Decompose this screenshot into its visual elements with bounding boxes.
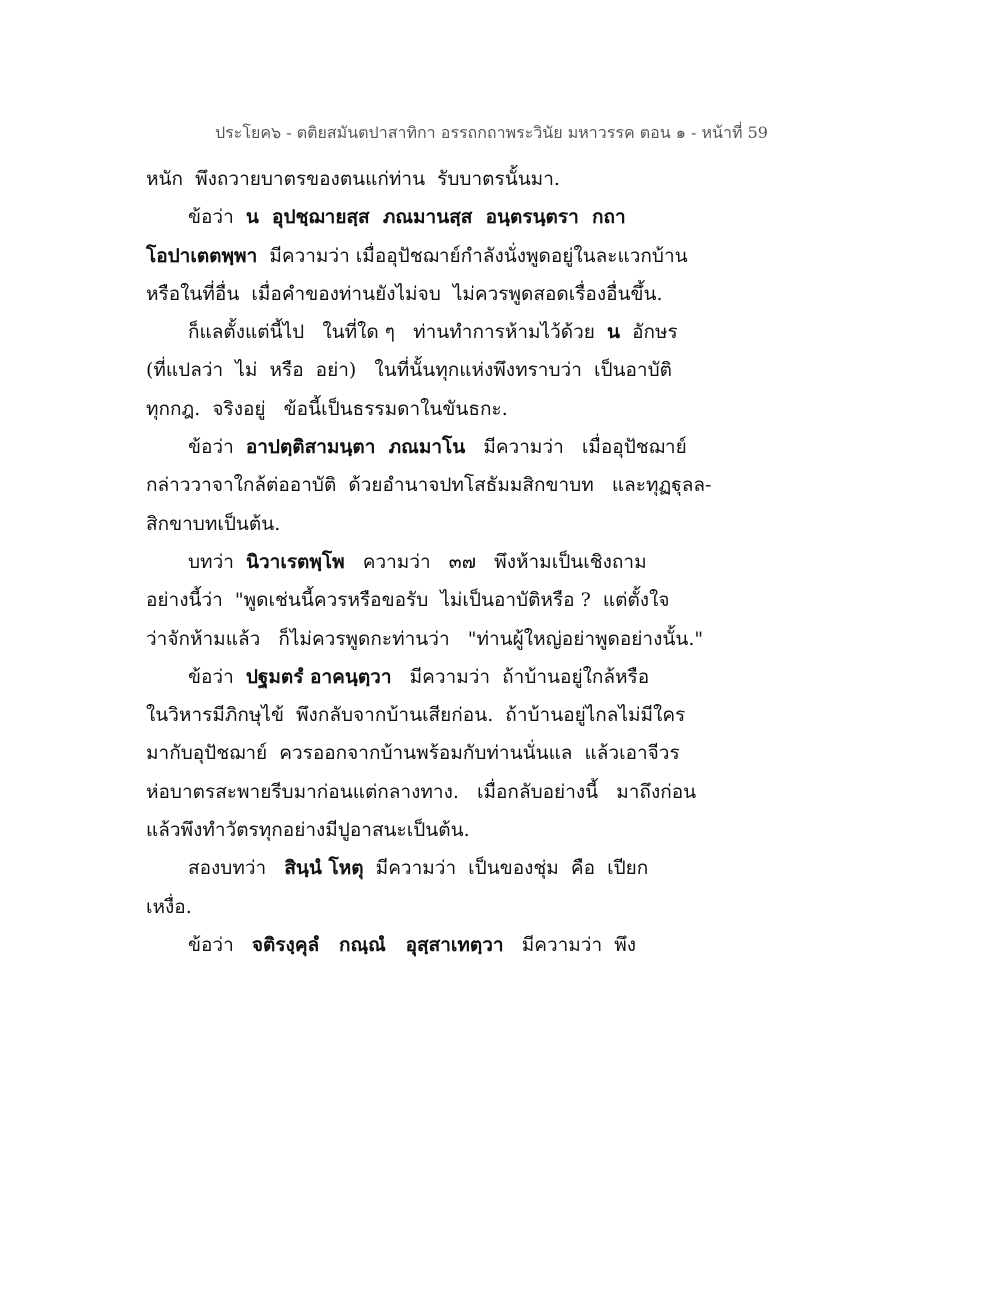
- text-line: [146, 581, 846, 619]
- text-segment: สิกขาบทเป็นต้น.: [146, 512, 281, 535]
- pali-term: จติรงฺคุลํ กณฺณํ อุสฺสาเทตฺวา: [251, 933, 504, 956]
- text-line: [146, 543, 846, 581]
- text-line: [146, 773, 846, 811]
- text-line: [146, 275, 846, 313]
- pali-term: อาปตฺติสามนฺตา ภณมาโน: [245, 436, 466, 459]
- text-segment: บทว่า: [188, 550, 247, 573]
- text-line: [146, 466, 846, 504]
- text-segment: อย่างนี้ว่า "พูดเช่นนี้ควรหรือขอรับ ไม่เป็นอาบัติหรือ ? แต่ตั้งใจ: [146, 589, 670, 612]
- pali-term: น อุปชฺฌายสฺส ภณมานสฺส อนฺตรนฺตรา กถา: [245, 206, 626, 229]
- text-line: [146, 313, 846, 351]
- pali-term: สินฺนํ โหตุ: [284, 857, 364, 880]
- body-text: [146, 160, 846, 964]
- text-segment: ก็แลตั้งแต่นี้ไป ในที่ใด ๆ ท่านทำการห้ามไว้ด้วย: [188, 321, 608, 344]
- text-line: [146, 620, 846, 658]
- text-segment: สองบทว่า: [188, 857, 285, 880]
- text-segment: อักษร: [620, 321, 678, 344]
- text-segment: เหงื่อ.: [146, 895, 192, 918]
- pali-term: น: [607, 321, 621, 344]
- text-line: [146, 198, 846, 236]
- text-segment: ข้อว่า: [188, 436, 246, 459]
- text-line: [146, 160, 846, 198]
- text-segment: กล่าววาจาใกล้ต่ออาบัติ ด้วยอำนาจปทโสธัมมสิกขาบท และทุฏฐุลล-: [146, 474, 712, 497]
- text-segment: ว่าจักห้ามแล้ว ก็ไม่ควรพูดกะท่านว่า "ท่านผู้ใหญ่อย่าพูดอย่างนั้น.": [146, 627, 704, 650]
- running-header-text: ประโยค๖ - ตติยสมันตปาสาทิกา อรรถกถาพระวินัย มหาวรรค ตอน ๑ - หน้าที่ 59: [215, 123, 768, 142]
- text-line: [146, 696, 846, 734]
- text-line: [146, 734, 846, 772]
- text-line: [146, 351, 846, 389]
- text-segment: ข้อว่า: [188, 665, 246, 688]
- text-line: [146, 849, 846, 887]
- text-segment: ในวิหารมีภิกษุไข้ พึงกลับจากบ้านเสียก่อน. ถ้าบ้านอยู่ไกลไม่มีใคร: [146, 704, 686, 727]
- text-segment: หรือในที่อื่น เมื่อคำของท่านยังไม่จบ ไม่ควรพูดสอดเรื่องอื่นขึ้น.: [146, 282, 663, 305]
- text-segment: ข้อว่า: [188, 206, 246, 229]
- text-segment: แล้วพึงทำวัตรทุกอย่างมีปูอาสนะเป็นต้น.: [146, 819, 470, 842]
- text-line: [146, 658, 846, 696]
- pali-term: ปฐมตรํ อาคนฺตฺวา: [245, 665, 392, 688]
- text-segment: มีความว่า เมื่ออุปัชฌาย์: [465, 436, 687, 459]
- text-line: [146, 926, 846, 964]
- pali-term: โอปาเตตพฺพา: [146, 244, 258, 267]
- pali-term: นิวาเรตพฺโพ: [246, 550, 345, 573]
- text-segment: (ที่แปลว่า ไม่ หรือ อย่า) ในที่นั้นทุกแห่งพึงทราบว่า เป็นอาบัติ: [146, 359, 672, 382]
- text-line: [146, 888, 846, 926]
- text-segment: มากับอุปัชฌาย์ ควรออกจากบ้านพร้อมกับท่านนั่นแล แล้วเอาจีวร: [146, 742, 680, 765]
- text-line: [146, 811, 846, 849]
- text-segment: ห่อบาตรสะพายรีบมาก่อนแต่กลางทาง. เมื่อกลับอย่างนี้ มาถึงก่อน: [146, 780, 697, 803]
- text-segment: มีความว่า เป็นของชุ่ม คือ เปียก: [363, 857, 649, 880]
- text-segment: มีความว่า เมื่ออุปัชฌาย์กำลังนั่งพูดอยู่ในละแวกบ้าน: [257, 244, 688, 267]
- text-segment: มีความว่า ถ้าบ้านอยู่ใกล้หรือ: [391, 665, 650, 688]
- text-line: [146, 428, 846, 466]
- text-line: [146, 237, 846, 275]
- text-segment: หนัก พึงถวายบาตรของตนแก่ท่าน รับบาตรนั้นมา.: [146, 168, 560, 190]
- text-line: [146, 390, 846, 428]
- text-segment: มีความว่า พึง: [503, 933, 637, 956]
- text-segment: ความว่า ๓๗ พึงห้ามเป็นเชิงถาม: [344, 550, 647, 573]
- text-line: [146, 505, 846, 543]
- text-segment: ข้อว่า: [188, 933, 252, 956]
- text-segment: ทุกกฎ. จริงอยู่ ข้อนี้เป็นธรรมดาในขันธกะ.: [146, 397, 508, 420]
